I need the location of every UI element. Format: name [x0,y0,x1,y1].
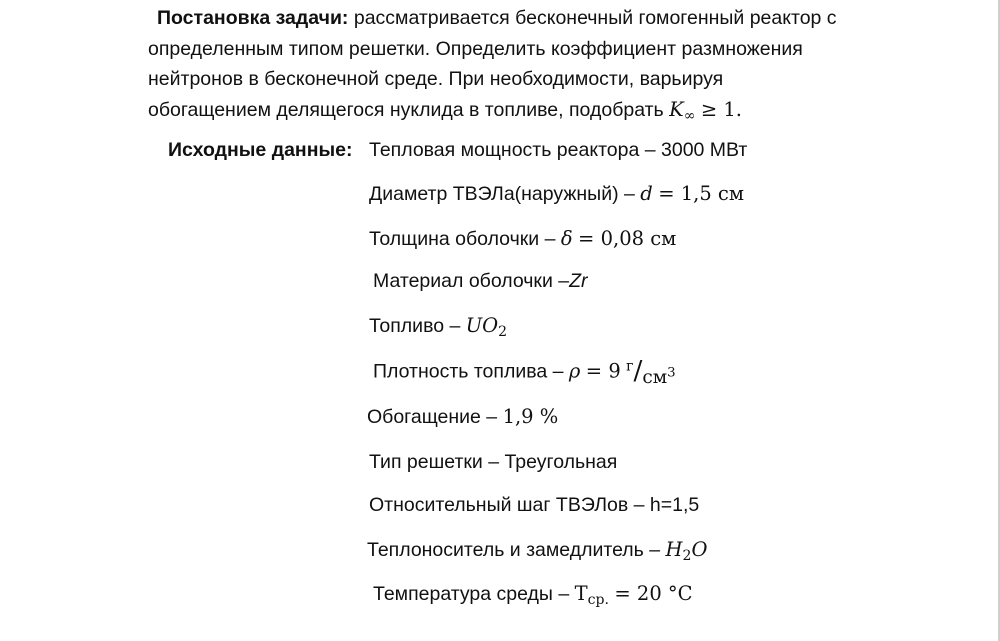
item-temperature [373,582,693,608]
density-unit-numerator: г [626,358,634,375]
thickness-var: δ [560,227,573,250]
k-infinity-symbol: K [669,97,684,121]
coolant-subscript: 2 [682,548,692,565]
k-infinity-condition: ≥ 1. [700,97,742,121]
thickness-value: = 0,08 см [578,227,677,250]
item-fuel [369,314,507,340]
coolant-label: Теплоноситель и замедлитель – [367,539,661,561]
temperature-label: Температура среды – [373,583,570,605]
fraction-slash: / [633,356,643,386]
problem-text-1: рассматривается бесконечный гомогенный реактор с [353,7,837,29]
temperature-var: T [574,582,588,605]
enrichment-value: 1,9 % [502,405,559,428]
diameter-var: d [640,182,653,205]
fuel-label: Топливо – [369,315,461,337]
density-unit-cm: см [642,367,668,389]
diameter-value: = 1,5 см [658,182,745,205]
cladding-label: Материал оболочки – [373,270,570,292]
item-diameter [369,182,744,206]
problem-line-2: определенным типом решетки. Определить коэффициент размножения [148,37,803,60]
item-thickness [369,227,676,251]
density-value: = 9 [585,359,621,383]
problem-statement [148,3,968,131]
density-unit-power: 3 [667,365,676,381]
cladding-value: Zr [569,270,588,292]
coolant-o: O [691,538,708,561]
problem-line-4 [148,95,968,132]
item-enrichment [367,405,558,429]
coolant-h: H [665,538,683,561]
density-label: Плотность топлива – [373,360,564,383]
thickness-label: Толщина оболочки – [369,228,556,250]
density-unit-denominator [642,367,675,388]
item-cladding [373,270,588,293]
fuel-subscript: 2 [498,324,508,341]
diameter-label: Диаметр ТВЭЛа(наружный) – [369,183,635,205]
item-coolant [367,538,707,564]
item-pitch: Относительный шаг ТВЭЛов – h=1,5 [369,494,700,516]
enrichment-label: Обогащение – [367,406,498,428]
density-var: ρ [568,359,581,383]
item-density [373,356,676,388]
problem-text-4: обогащением делящегося нуклида в топливе, подобрать [148,98,664,121]
item-power: Тепловая мощность реактора – 3000 МВт [369,139,748,161]
temperature-value: = 20 °C [614,582,693,605]
problem-label: Постановка задачи: [157,7,349,29]
infinity-subscript: ∞ [683,107,696,124]
fuel-formula: UO [465,314,499,337]
source-data-label: Исходные данные: [168,139,353,161]
temperature-subscript: ср. [587,592,609,609]
problem-line-1 [148,3,968,34]
problem-line-3: нейтронов в бесконечной среде. При необходимости, варьируя [148,68,724,90]
item-lattice: Тип решетки – Треугольная [369,451,618,473]
